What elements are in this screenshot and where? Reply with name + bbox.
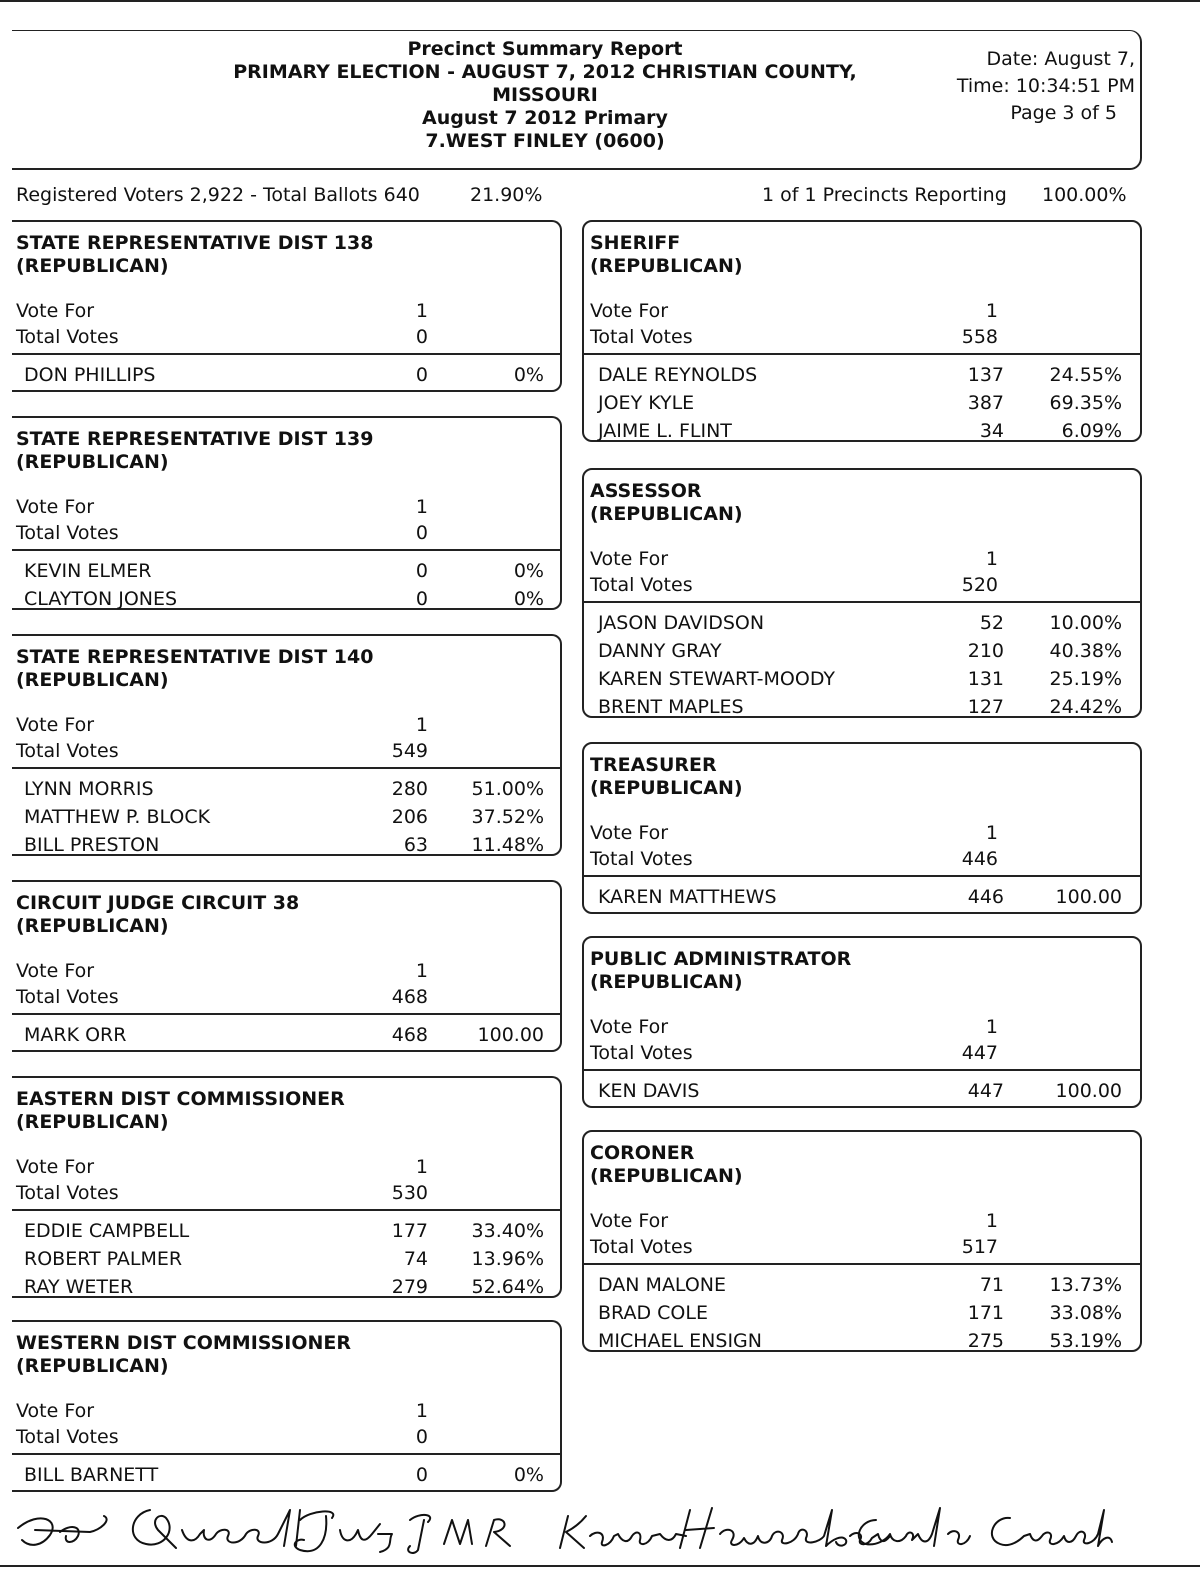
results-divider [12, 549, 560, 551]
report-meta [930, 46, 1135, 127]
race-title [16, 1088, 345, 1134]
race-treasurer [582, 742, 1142, 914]
candidate-name: BRENT MAPLES [598, 696, 744, 718]
candidate-name: DANNY GRAY [598, 640, 722, 662]
candidate-votes: 279 [391, 1276, 428, 1298]
results-divider [584, 353, 1140, 355]
vote-for-label: Vote For [590, 1210, 669, 1232]
candidate-votes: 0 [415, 364, 428, 386]
race-title [16, 232, 373, 278]
race-name: STATE REPRESENTATIVE DIST 140 [16, 646, 374, 668]
candidate-votes: 210 [967, 640, 1004, 662]
race-title [16, 646, 373, 692]
total-votes-label: Total Votes [590, 1042, 693, 1064]
candidate-votes: 0 [415, 1464, 428, 1486]
vote-for-value: 1 [415, 300, 428, 322]
vote-for-value: 1 [415, 1156, 428, 1178]
race-name: CORONER [590, 1142, 695, 1164]
vote-for-label: Vote For [16, 714, 95, 736]
total-votes-label: Total Votes [16, 522, 119, 544]
election-subtitle: August 7 2012 Primary [422, 107, 668, 129]
candidate-percent: 0% [513, 560, 544, 582]
vote-for-value: 1 [415, 1400, 428, 1422]
results-divider [12, 1013, 560, 1015]
vote-for-value: 1 [985, 1016, 998, 1038]
total-votes-value: 0 [415, 522, 428, 544]
candidate-percent: 10.00% [1049, 612, 1122, 634]
candidate-name: RAY WETER [24, 1276, 134, 1298]
candidate-percent: 0% [513, 588, 544, 610]
race-title [590, 754, 743, 800]
candidate-name: JASON DAVIDSON [598, 612, 765, 634]
vote-for-value: 1 [415, 496, 428, 518]
vote-for-label: Vote For [590, 300, 669, 322]
vote-for-value: 1 [415, 960, 428, 982]
candidate-votes: 387 [967, 392, 1004, 414]
total-votes-value: 549 [391, 740, 428, 762]
vote-for-value: 1 [985, 300, 998, 322]
candidate-name: DAN MALONE [598, 1274, 727, 1296]
race-name: TREASURER [590, 754, 717, 776]
race-party: (REPUBLICAN) [590, 971, 743, 993]
vote-for-value: 1 [985, 548, 998, 570]
total-votes-label: Total Votes [16, 986, 119, 1008]
candidate-name: DALE REYNOLDS [598, 364, 758, 386]
candidate-name: JAIME L. FLINT [598, 420, 732, 442]
candidate-percent: 51.00% [471, 778, 544, 800]
results-divider [584, 875, 1140, 877]
candidate-percent: 69.35% [1049, 392, 1122, 414]
bottom-rule [0, 1565, 1200, 1567]
candidate-percent: 24.42% [1049, 696, 1122, 718]
candidate-votes: 468 [391, 1024, 428, 1046]
candidate-votes: 71 [979, 1274, 1004, 1296]
race-name: EASTERN DIST COMMISSIONER [16, 1088, 345, 1110]
candidate-percent: 0% [513, 364, 544, 386]
candidate-percent: 100.00 [477, 1024, 544, 1046]
race-party: (REPUBLICAN) [590, 255, 743, 277]
total-votes-value: 520 [961, 574, 998, 596]
race-party: (REPUBLICAN) [590, 1165, 743, 1187]
race-circuit-judge-circuit-38 [12, 880, 562, 1052]
race-title [590, 232, 743, 278]
candidate-votes: 446 [967, 886, 1004, 908]
race-party: (REPUBLICAN) [16, 669, 169, 691]
candidate-percent: 25.19% [1049, 668, 1122, 690]
candidate-name: KEVIN ELMER [24, 560, 152, 582]
candidate-name: CLAYTON JONES [24, 588, 178, 610]
race-name: SHERIFF [590, 232, 681, 254]
race-party: (REPUBLICAN) [590, 503, 743, 525]
race-title [590, 1142, 743, 1188]
candidate-votes: 0 [415, 560, 428, 582]
race-sheriff [582, 220, 1142, 442]
vote-for-value: 1 [985, 822, 998, 844]
candidate-name: LYNN MORRIS [24, 778, 154, 800]
candidate-name: BILL PRESTON [24, 834, 160, 856]
election-name: PRIMARY ELECTION - AUGUST 7, 2012 CHRISTIAN COUNTY, [233, 61, 857, 83]
report-header [180, 38, 910, 153]
race-coroner [582, 1130, 1142, 1352]
total-votes-value: 446 [961, 848, 998, 870]
total-votes-value: 558 [961, 326, 998, 348]
race-title [590, 480, 743, 526]
candidate-name: BRAD COLE [598, 1302, 708, 1324]
candidate-votes: 63 [403, 834, 428, 856]
race-assessor [582, 468, 1142, 718]
candidate-percent: 53.19% [1049, 1330, 1122, 1352]
race-party: (REPUBLICAN) [16, 1355, 169, 1377]
total-votes-value: 0 [415, 1426, 428, 1448]
candidate-name: KAREN MATTHEWS [598, 886, 777, 908]
candidate-name: MATTHEW P. BLOCK [24, 806, 211, 828]
candidate-percent: 13.73% [1049, 1274, 1122, 1296]
vote-for-value: 1 [415, 714, 428, 736]
candidate-votes: 0 [415, 588, 428, 610]
race-name: STATE REPRESENTATIVE DIST 138 [16, 232, 374, 254]
vote-for-label: Vote For [16, 1400, 95, 1422]
race-party: (REPUBLICAN) [16, 915, 169, 937]
vote-for-label: Vote For [16, 960, 95, 982]
total-votes-label: Total Votes [590, 1236, 693, 1258]
total-votes-label: Total Votes [590, 848, 693, 870]
report-title: Precinct Summary Report [407, 38, 683, 60]
total-votes-value: 517 [961, 1236, 998, 1258]
total-votes-value: 468 [391, 986, 428, 1008]
candidate-percent: 33.40% [471, 1220, 544, 1242]
candidate-votes: 34 [979, 420, 1004, 442]
race-title [16, 428, 373, 474]
race-eastern-dist-commissioner [12, 1076, 562, 1298]
candidate-name: ROBERT PALMER [24, 1248, 183, 1270]
candidate-name: KAREN STEWART-MOODY [598, 668, 836, 690]
race-party: (REPUBLICAN) [16, 255, 169, 277]
results-divider [12, 1209, 560, 1211]
total-votes-label: Total Votes [590, 326, 693, 348]
candidate-percent: 24.55% [1049, 364, 1122, 386]
candidate-votes: 127 [967, 696, 1004, 718]
candidate-votes: 171 [967, 1302, 1004, 1324]
vote-for-label: Vote For [590, 1016, 669, 1038]
results-divider [584, 601, 1140, 603]
candidate-percent: 0% [513, 1464, 544, 1486]
total-votes-label: Total Votes [16, 740, 119, 762]
race-name: ASSESSOR [590, 480, 702, 502]
candidate-votes: 137 [967, 364, 1004, 386]
registered-voters: Registered Voters 2,922 - Total Ballots 640 [16, 184, 420, 206]
candidate-votes: 447 [967, 1080, 1004, 1102]
race-party: (REPUBLICAN) [590, 777, 743, 799]
precincts-reporting: 1 of 1 Precincts Reporting [762, 184, 1007, 206]
race-name: PUBLIC ADMINISTRATOR [590, 948, 852, 970]
race-title [16, 892, 299, 938]
vote-for-label: Vote For [590, 822, 669, 844]
turnout-percent: 21.90% [470, 184, 543, 206]
election-state: MISSOURI [492, 84, 598, 106]
total-votes-value: 530 [391, 1182, 428, 1204]
signatures [0, 1490, 1200, 1570]
candidate-name: JOEY KYLE [598, 392, 695, 414]
candidate-votes: 206 [391, 806, 428, 828]
race-state-representative-dist-138 [12, 220, 562, 392]
candidate-percent: 40.38% [1049, 640, 1122, 662]
race-western-dist-commissioner [12, 1320, 562, 1492]
candidate-votes: 275 [967, 1330, 1004, 1352]
candidate-votes: 131 [967, 668, 1004, 690]
total-votes-value: 0 [415, 326, 428, 348]
top-rule [0, 0, 1200, 2]
results-divider [12, 1453, 560, 1455]
candidate-percent: 6.09% [1061, 420, 1122, 442]
candidate-percent: 52.64% [471, 1276, 544, 1298]
race-party: (REPUBLICAN) [16, 1111, 169, 1133]
results-divider [584, 1263, 1140, 1265]
candidate-name: MICHAEL ENSIGN [598, 1330, 762, 1352]
candidate-name: BILL BARNETT [24, 1464, 159, 1486]
precincts-percent: 100.00% [1042, 184, 1127, 206]
candidate-percent: 37.52% [471, 806, 544, 828]
total-votes-label: Total Votes [16, 326, 119, 348]
race-name: CIRCUIT JUDGE CIRCUIT 38 [16, 892, 300, 914]
candidate-votes: 74 [403, 1248, 428, 1270]
vote-for-label: Vote For [590, 548, 669, 570]
race-name: STATE REPRESENTATIVE DIST 139 [16, 428, 374, 450]
vote-for-label: Vote For [16, 300, 95, 322]
results-divider [12, 767, 560, 769]
race-party: (REPUBLICAN) [16, 451, 169, 473]
precinct-name: 7.WEST FINLEY (0600) [425, 130, 665, 152]
vote-for-label: Vote For [16, 1156, 95, 1178]
candidate-name: DON PHILLIPS [24, 364, 156, 386]
candidate-name: MARK ORR [24, 1024, 127, 1046]
candidate-votes: 52 [979, 612, 1004, 634]
page-number: Page 3 of 5 [1010, 102, 1117, 124]
total-votes-label: Total Votes [590, 574, 693, 596]
candidate-percent: 33.08% [1049, 1302, 1122, 1324]
vote-for-label: Vote For [16, 496, 95, 518]
report-time: Time: 10:34:51 PM [956, 75, 1135, 97]
results-divider [12, 353, 560, 355]
race-state-representative-dist-140 [12, 634, 562, 856]
results-divider [584, 1069, 1140, 1071]
race-name: WESTERN DIST COMMISSIONER [16, 1332, 352, 1354]
vote-for-value: 1 [985, 1210, 998, 1232]
race-public-administrator [582, 936, 1142, 1108]
report-date: Date: August 7, [986, 48, 1135, 70]
candidate-percent: 13.96% [471, 1248, 544, 1270]
total-votes-value: 447 [961, 1042, 998, 1064]
race-state-representative-dist-139 [12, 416, 562, 610]
candidate-percent: 100.00 [1055, 1080, 1122, 1102]
race-title [16, 1332, 351, 1378]
candidate-name: EDDIE CAMPBELL [24, 1220, 190, 1242]
candidate-percent: 11.48% [471, 834, 544, 856]
candidate-name: KEN DAVIS [598, 1080, 700, 1102]
race-title [590, 948, 851, 994]
total-votes-label: Total Votes [16, 1426, 119, 1448]
candidate-percent: 100.00 [1055, 886, 1122, 908]
total-votes-label: Total Votes [16, 1182, 119, 1204]
candidate-votes: 177 [391, 1220, 428, 1242]
candidate-votes: 280 [391, 778, 428, 800]
